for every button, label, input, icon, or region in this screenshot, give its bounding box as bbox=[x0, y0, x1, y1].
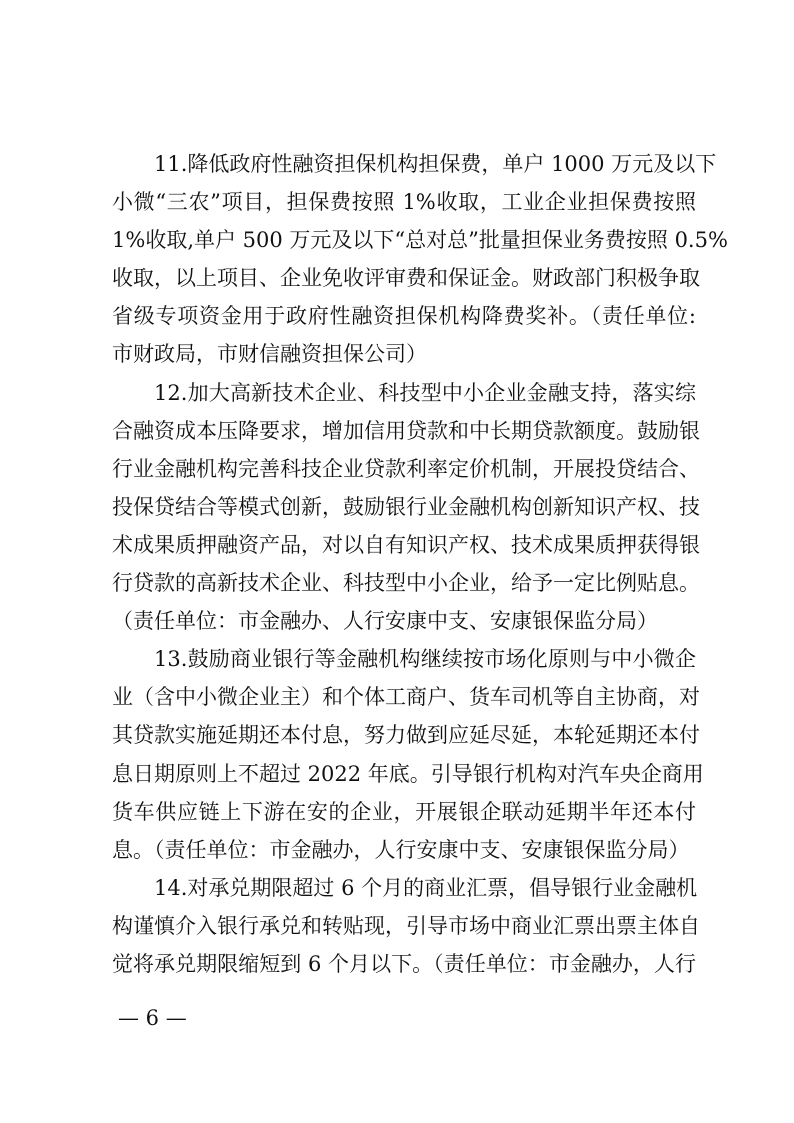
paragraph-line: 货车供应链上下游在安的企业，开展银企联动延期半年还本付 bbox=[112, 799, 696, 824]
paragraph-14 bbox=[112, 869, 700, 983]
paragraph-line: 业（含中小微企业主）和个体工商户、货车司机等自主协商，对 bbox=[112, 685, 700, 710]
paragraph-line: 省级专项资金用于政府性融资担保机构降费奖补。（责任单位: bbox=[112, 304, 696, 329]
paragraph-12 bbox=[112, 374, 700, 641]
paragraph-line: 11.降低政府性融资担保机构担保费，单户 1000 万元及以下 bbox=[154, 152, 717, 176]
paragraph-line: 小微“三农”项目，担保费按照 1%收取，工业企业担保费按照 bbox=[112, 190, 696, 215]
document-body bbox=[112, 145, 728, 983]
paragraph-line: 投保贷结合等模式创新，鼓励银行业金融机构创新知识产权、技 bbox=[112, 494, 700, 519]
paragraph-line: 收取，以上项目、企业免收评审费和保证金。财政部门积极争取 bbox=[112, 266, 700, 291]
paragraph-line: 术成果质押融资产品，对以自有知识产权、技术成果质押获得银 bbox=[112, 532, 700, 557]
paragraph-line: （责任单位：市金融办、人行安康中支、安康银保监分局） bbox=[112, 609, 658, 634]
paragraph-line: 其贷款实施延期还本付息，努力做到应延尽延，本轮延期还本付 bbox=[112, 723, 700, 748]
paragraph-line: 12.加大高新技术企业、科技型中小企业金融支持，落实综 bbox=[154, 380, 696, 405]
paragraph-11 bbox=[112, 145, 728, 374]
paragraph-line: 13.鼓励商业银行等金融机构继续按市场化原则与中小微企 bbox=[154, 647, 696, 672]
paragraph-line: 1%收取,单户 500 万元及以下“总对总”批量担保业务费按照 0.5% bbox=[112, 228, 728, 253]
paragraph-line: 息日期原则上不超过 2022 年底。引导银行机构对汽车央企商用 bbox=[112, 761, 704, 786]
paragraph-line: 市财政局，市财信融资担保公司） bbox=[112, 342, 427, 367]
paragraph-line: 行业金融机构完善科技企业贷款利率定价机制，开展投贷结合、 bbox=[112, 456, 700, 481]
paragraph-line: 息。（责任单位：市金融办，人行安康中支、安康银保监分局） bbox=[112, 837, 690, 862]
paragraph-line: 构谨慎介入银行承兑和转贴现，引导市场中商业汇票出票主体自 bbox=[112, 913, 700, 938]
paragraph-line: 14.对承兑期限超过 6 个月的商业汇票，倡导银行业金融机 bbox=[154, 875, 698, 900]
paragraph-line: 合融资成本压降要求，增加信用贷款和中长期贷款额度。鼓励银 bbox=[112, 418, 700, 443]
paragraph-line: 行贷款的高新技术企业、科技型中小企业，给予一定比例贴息。 bbox=[112, 571, 700, 596]
paragraph-13 bbox=[112, 640, 704, 869]
page-number: — 6 — bbox=[118, 1006, 187, 1030]
paragraph-line: 觉将承兑期限缩短到 6 个月以下。（责任单位：市金融办，人行 bbox=[112, 951, 696, 976]
